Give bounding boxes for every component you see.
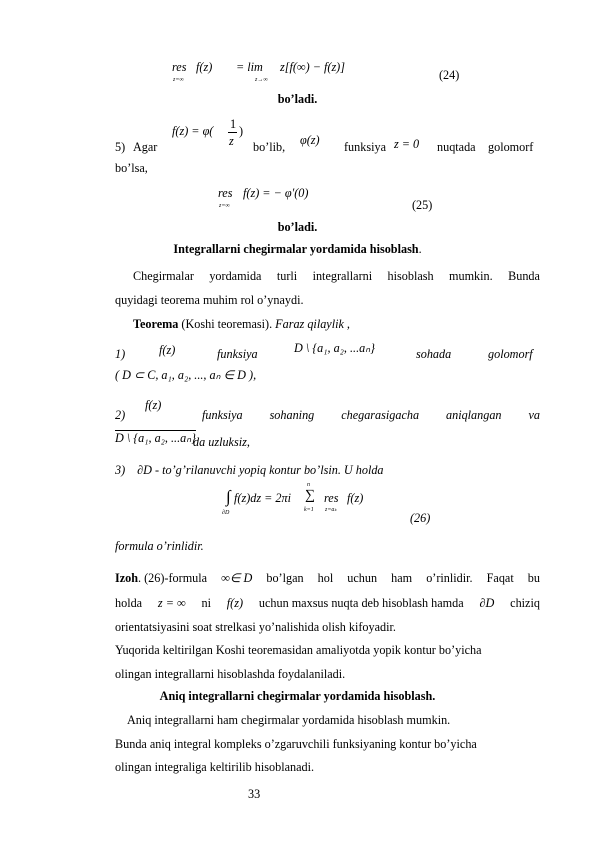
word: . (26)-formula [138, 571, 208, 585]
paragraph-3-line3: olingan integraliga keltirilib hisoblanadi. [115, 760, 315, 774]
funksiya-word: funksiya [344, 140, 386, 154]
condition-3-text: - to’g’rilanuvchi yopiq kontur bo’lsin. U holda [151, 463, 384, 477]
page-number: 33 [248, 787, 261, 801]
theorem-line [133, 317, 350, 332]
paragraph-2-line1: Yuqorida keltirilgan Koshi teoremasidan amaliyotda yopik kontur bo’yicha [115, 643, 482, 657]
word: uchun [347, 571, 378, 585]
word: ham [391, 571, 413, 585]
word: Faqat [486, 571, 514, 585]
fz-term: f(z) [196, 60, 213, 74]
res-subscript: z=aₖ [325, 507, 337, 513]
section-heading-2: Aniq integrallarni chegirmalar yordamida hisoblash. [159, 689, 436, 703]
integrand: f(z)dz = 2πi [234, 491, 291, 505]
word: z = ∞ [157, 596, 186, 610]
word: ∞∈ D [221, 571, 253, 585]
word: hol [317, 571, 334, 585]
word: bo’lgan [266, 571, 304, 585]
domain-set: D \ {a₁, a₂, ...aₙ} [294, 341, 375, 355]
paragraph-1-line1 [133, 269, 540, 284]
agar-word: Agar [133, 140, 158, 154]
word: chegarasigacha [341, 408, 420, 422]
fz-term: f(z) [145, 398, 162, 412]
word: integrallarni [312, 269, 373, 283]
word: va [528, 408, 540, 422]
lim-subscript: z→∞ [255, 77, 268, 83]
res-label: res [218, 186, 233, 200]
equation-number-25: (25) [412, 198, 433, 212]
word: holda [115, 596, 143, 610]
condition-3-number: 3) [115, 463, 126, 477]
sum-sign: ∑ [305, 488, 315, 503]
sum-lower: k=1 [304, 507, 314, 513]
close-paren: ) [239, 124, 244, 138]
closure-set [115, 431, 196, 446]
z-equals-zero: z = 0 [394, 137, 420, 151]
paragraph-3-line2: Bunda aniq integral kompleks o’zgaruvchili funksiyaning kontur bo’yicha [115, 737, 477, 751]
izoh-line3: orientatsiyasini soat strelkasi yo’nalishida olish kifoyadir. [115, 620, 396, 634]
golomorf-word: golomorf [488, 347, 533, 361]
formula-25-body: f(z) = − φ′(0) [243, 186, 309, 200]
res-subscript: z=∞ [219, 203, 230, 209]
word: hisoblash [387, 269, 434, 283]
word: chiziq [510, 596, 540, 610]
nuqtada-word: nuqtada [437, 140, 476, 154]
section-heading-1 [0, 242, 595, 257]
paragraph-1-line2: quyidagi teorema muhim rol o’ynaydi. [115, 293, 304, 307]
theorem-label: Teorema [133, 317, 179, 331]
word: uchun maxsus nuqta deb hisoblash hamda [258, 596, 464, 610]
word: f(z) [226, 596, 244, 610]
funksiya-word: funksiya [217, 347, 258, 361]
word: sohaning [269, 408, 315, 422]
heading-1-text: Integrallarni chegirmalar yordamida hisoblash [173, 242, 419, 256]
boladi-2: bo’ladi. [277, 220, 318, 234]
word: yordamida [209, 269, 262, 283]
condition-1-number: 1) [115, 347, 126, 361]
word: bu [527, 571, 540, 585]
word: ni [201, 596, 211, 610]
condition-1-line2: ( D ⊂ C, a₁, a₂, ..., aₙ ∈ D ), [115, 368, 257, 382]
word: ∂D [479, 596, 495, 610]
condition-2-words [202, 408, 540, 423]
res-label: res [172, 60, 187, 74]
lim-term: = lim [236, 60, 263, 74]
res-subscript: z=∞ [173, 77, 184, 83]
f-eq-phi: f(z) = φ( [172, 124, 214, 138]
word: aniqlangan [446, 408, 502, 422]
word: funksiya [202, 408, 243, 422]
theorem-intro: Faraz qilaylik , [275, 317, 350, 331]
closure-set-text: D \ {a₁, a₂, ...aₙ} [115, 431, 196, 445]
fz-term: f(z) [159, 343, 176, 357]
golomorf-word: golomorf [488, 140, 534, 154]
paragraph-2-line2: olingan integrallarni hisoblashda foydalaniladi. [115, 667, 346, 681]
word: turli [276, 269, 298, 283]
fraction-denominator: z [229, 134, 234, 148]
item-5-number: 5) [115, 140, 126, 154]
izoh-label: Izoh [115, 571, 139, 585]
condition-2-tail: da uzluksiz, [193, 435, 250, 449]
formula-valid: formula o’rinlidir. [115, 539, 204, 553]
phi-z: φ(z) [300, 133, 320, 147]
fraction-bar [228, 132, 237, 133]
condition-2-number: 2) [115, 408, 126, 422]
item-5-line2: bo’lsa, [115, 161, 148, 175]
theorem-name: (Koshi teoremasi). [178, 317, 276, 331]
formula-rhs: z[f(∞) − f(z)] [280, 60, 345, 74]
integral-subscript: ∂D [222, 510, 230, 516]
fraction-numerator: 1 [230, 117, 237, 131]
res-label: res [324, 491, 339, 505]
izoh-line2 [115, 596, 540, 611]
izoh-line1 [115, 571, 540, 586]
word: Bunda [508, 269, 540, 283]
sohada-word: sohada [416, 347, 452, 361]
integral-sign: ∫ [226, 487, 231, 506]
word: Chegirmalar [133, 269, 194, 283]
sum-upper: n [307, 482, 310, 488]
fz-term: f(z) [347, 491, 364, 505]
heading-1-dot: . [418, 242, 422, 256]
word: mumkin. [449, 269, 493, 283]
equation-number-24: (24) [439, 68, 460, 82]
paragraph-3-line1: Aniq integrallarni ham chegirmalar yordamida hisoblash mumkin. [127, 713, 451, 727]
bolib-word: bo’lib, [253, 140, 286, 154]
boundary-dD: ∂D [137, 463, 152, 477]
condition-3 [115, 463, 384, 478]
word: o’rinlidir. [426, 571, 473, 585]
boladi-1: bo’ladi. [277, 92, 318, 106]
equation-number-26: (26) [410, 511, 431, 525]
